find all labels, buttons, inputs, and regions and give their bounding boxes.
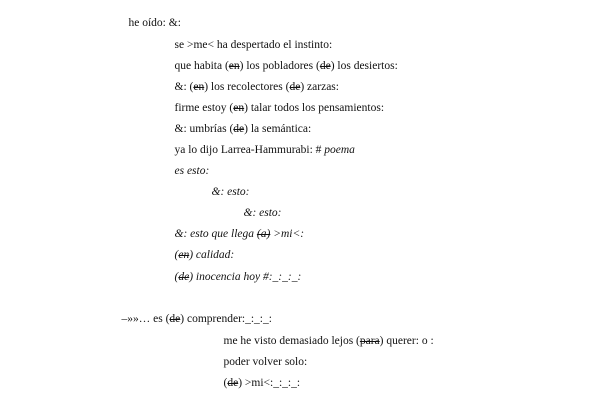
- struck-word: de: [178, 271, 190, 283]
- struck-word: de: [233, 123, 245, 135]
- poem-line-7: ya lo dijo Larrea-Hammurabi: # poema: [174, 144, 355, 156]
- poem-line-15: me he visto demasiado lejos (para) querer: o :: [223, 335, 434, 347]
- struck-word: en: [228, 60, 240, 72]
- poem-line-2: se >me< ha despertado el instinto:: [174, 39, 333, 51]
- poem-line-3: que habita (en) los pobladores (de) los desiertos:: [174, 60, 398, 72]
- poem-line-4: &: (en) los recolectores (de) zarzas:: [174, 81, 339, 93]
- poem-line-14: –»»… es (de) comprender:_:_:_:: [121, 313, 272, 325]
- poem-line-10: &: esto:: [243, 207, 282, 219]
- struck-word: en: [193, 81, 205, 93]
- poem-line-11: &: esto que llega (a) >mi<:: [174, 228, 305, 240]
- poem-line-12: (en) calidad:: [174, 249, 235, 261]
- struck-word: de: [319, 60, 331, 72]
- struck-word: de: [227, 377, 239, 389]
- poem-line-13: (de) inocencia hoy #:_:_:_:: [174, 271, 302, 283]
- struck-word: en: [178, 249, 190, 261]
- poem-line-5: firme estoy (en) talar todos los pensamientos:: [174, 102, 385, 114]
- poem-line-6: &: umbrías (de) la semántica:: [174, 123, 312, 135]
- poem-line-16: poder volver solo:: [223, 356, 308, 368]
- struck-word: para: [359, 335, 380, 347]
- poem-line-17: (de) >mi<:_:_:_:: [223, 377, 301, 389]
- struck-word: de: [289, 81, 301, 93]
- poem-line-9: &: esto:: [211, 186, 250, 198]
- struck-word: en: [233, 102, 245, 114]
- poem-line-8: es esto:: [174, 165, 210, 177]
- poem-line-1: he oído: &:: [128, 17, 181, 29]
- struck-word: (a): [256, 228, 271, 240]
- struck-word: de: [169, 313, 181, 325]
